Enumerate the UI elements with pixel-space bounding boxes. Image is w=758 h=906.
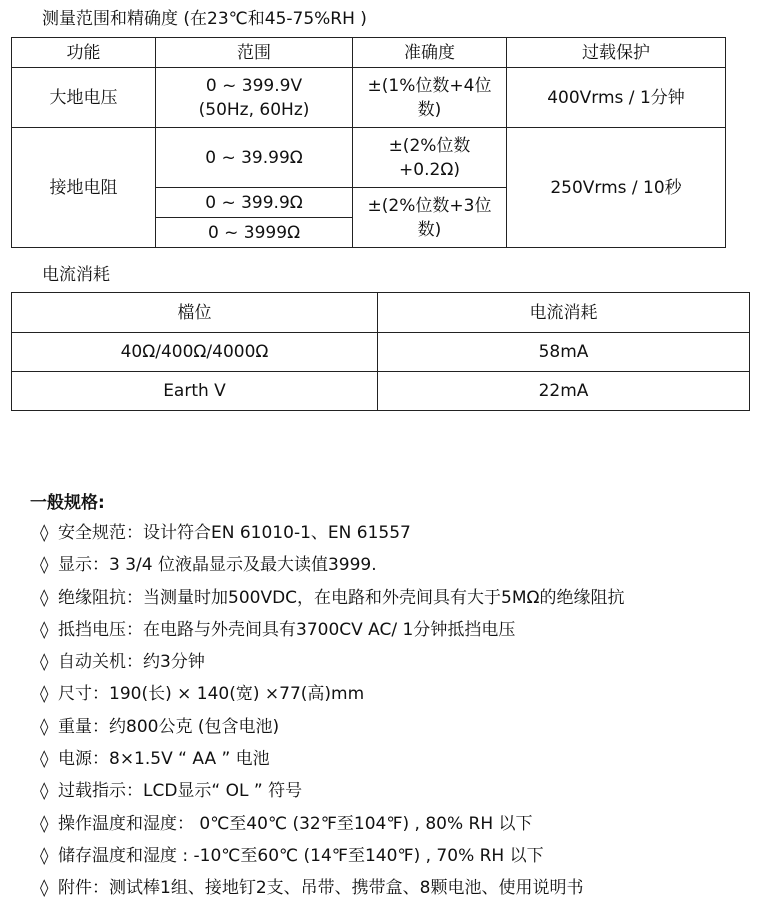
diamond-bullet-icon: ◊ [40, 845, 49, 866]
accuracy-cell-resistance-1 [353, 128, 507, 188]
spec-text: 过载指示：LCD显示“ OL ” 符号 [58, 781, 303, 802]
accuracy-resistance-2-line2: 数) [417, 219, 442, 240]
header-range-setting: 檔位 [12, 293, 378, 333]
spec-item-weight [40, 712, 625, 744]
spec-item-withstand-voltage [40, 615, 625, 647]
accuracy-resistance-1-line2: +0.2Ω) [399, 159, 460, 180]
protection-voltage: 400Vrms / 1分钟 [507, 68, 726, 128]
spec-text: 储存温度和湿度 : -10℃至60℃ (14℉至140℉) , 70% RH 以下 [58, 845, 544, 866]
spec-item-insulation [40, 583, 625, 615]
current-value-1: 58mA [378, 333, 750, 372]
diamond-bullet-icon: ◊ [40, 523, 49, 543]
spec-text: 绝缘阻抗：当测量时加500VDC，在电路和外壳间具有大于5MΩ的绝缘阻抗 [58, 587, 625, 608]
range-resistance-3: 0 ~ 3999Ω [156, 218, 353, 248]
diamond-bullet-icon: ◊ [40, 749, 49, 770]
general-specs-heading: 一般规格: [30, 493, 105, 513]
spec-text: 尺寸：190(长) × 140(宽) ×77(高)mm [58, 684, 365, 705]
range-table-caption: 测量范围和精确度 (在23℃和45-75%RH ) [42, 9, 367, 29]
diamond-bullet-icon: ◊ [40, 878, 49, 899]
diamond-bullet-icon: ◊ [40, 684, 49, 705]
table-row-resistance-1 [12, 128, 726, 188]
header-current-consumption: 电流消耗 [378, 293, 750, 333]
header-range: 范围 [156, 38, 353, 68]
spec-text: 电源：8×1.5V “ AA ” 电池 [58, 749, 270, 770]
current-range-2: Earth V [12, 372, 378, 411]
spec-item-storage-conditions [40, 841, 625, 873]
accuracy-voltage-line1: ±(1%位数+4位 [367, 75, 492, 96]
spec-item-display [40, 550, 625, 582]
diamond-bullet-icon: ◊ [40, 587, 49, 608]
diamond-bullet-icon: ◊ [40, 716, 49, 737]
spec-text: 附件：测试棒1组、接地钉2支、吊带、携带盒、8颗电池、使用说明书 [58, 878, 584, 899]
spec-item-auto-power-off [40, 647, 625, 679]
range-voltage-line2: (50Hz, 60Hz) [198, 99, 310, 120]
accuracy-resistance-2-line1: ±(2%位数+3位 [367, 195, 492, 216]
range-cell-voltage [156, 68, 353, 128]
spec-text: 安全规范：设计符合EN 61010-1、EN 61557 [58, 523, 411, 543]
table-header-row [12, 38, 726, 68]
spec-item-operating-conditions [40, 809, 625, 841]
table-row-voltage [12, 68, 726, 128]
current-table-caption: 电流消耗 [42, 265, 110, 285]
general-specs-list [40, 518, 625, 906]
range-resistance-2: 0 ~ 399.9Ω [156, 188, 353, 218]
accuracy-cell-resistance-2 [353, 188, 507, 248]
spec-text: 重量：约800公克 (包含电池) [58, 716, 280, 737]
table-row [12, 372, 750, 411]
range-voltage-line1: 0 ~ 399.9V [205, 75, 303, 96]
diamond-bullet-icon: ◊ [40, 619, 49, 640]
spec-text: 自动关机：约3分钟 [58, 652, 205, 673]
spec-text: 操作温度和湿度： 0℃至40℃ (32℉至104℉) , 80% RH 以下 [58, 813, 533, 834]
diamond-bullet-icon: ◊ [40, 555, 49, 576]
function-earth-voltage: 大地电压 [12, 68, 156, 128]
accuracy-resistance-1-line1: ±(2%位数 [388, 135, 471, 156]
protection-resistance: 250Vrms / 10秒 [507, 128, 726, 248]
diamond-bullet-icon: ◊ [40, 781, 49, 802]
table-row [12, 333, 750, 372]
current-consumption-table [11, 292, 750, 411]
table-header-row [12, 293, 750, 333]
spec-item-dimensions [40, 679, 625, 711]
function-earth-resistance: 接地电阻 [12, 128, 156, 248]
spec-item-accessories [40, 873, 625, 905]
spec-item-safety [40, 518, 625, 550]
header-accuracy: 准确度 [353, 38, 507, 68]
current-range-1: 40Ω/400Ω/4000Ω [12, 333, 378, 372]
spec-item-power [40, 744, 625, 776]
range-resistance-1: 0 ~ 39.99Ω [156, 128, 353, 188]
spec-text: 抵挡电压：在电路与外壳间具有3700CV AC/ 1分钟抵挡电压 [58, 619, 516, 640]
range-accuracy-table [11, 37, 726, 248]
accuracy-voltage-line2: 数) [417, 99, 442, 120]
accuracy-cell-voltage [353, 68, 507, 128]
spec-item-overload-indication [40, 776, 625, 808]
header-function: 功能 [12, 38, 156, 68]
diamond-bullet-icon: ◊ [40, 813, 49, 834]
header-overload-protection: 过载保护 [507, 38, 726, 68]
spec-text: 显示：3 3/4 位液晶显示及最大读值3999. [58, 555, 377, 576]
diamond-bullet-icon: ◊ [40, 652, 49, 673]
current-value-2: 22mA [378, 372, 750, 411]
